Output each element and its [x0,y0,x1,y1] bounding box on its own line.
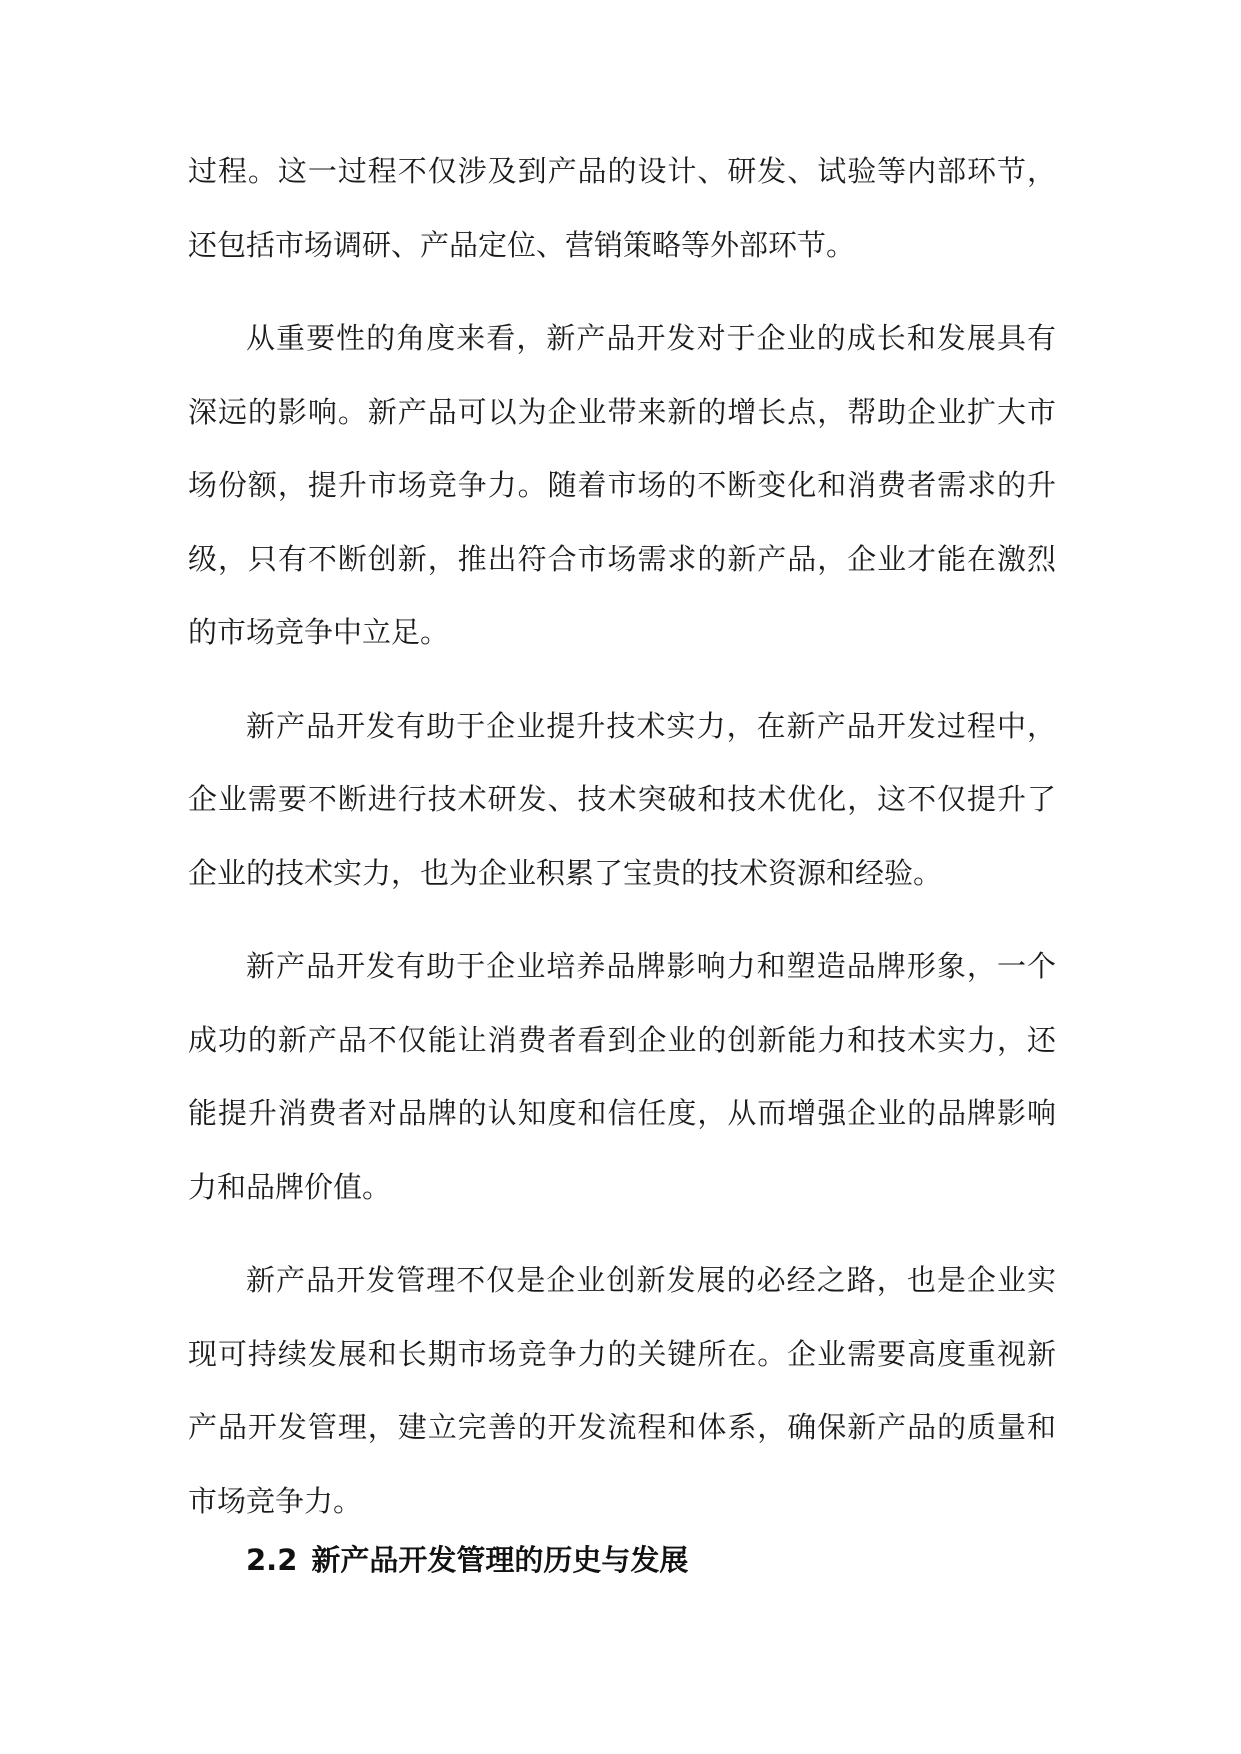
body-text [188,135,1056,1558]
paragraph-technology: 新产品开发有助于企业提升技术实力，在新产品开发过程中，企业需要不断进行技术研发、技术突破和技术优化，这不仅提升了企业的技术实力，也为企业积累了宝贵的技术资源和经验。 [188,708,1056,890]
paragraph-continuation: 过程。这一过程不仅涉及到产品的设计、研发、试验等内部环节，还包括市场调研、产品定位、营销策略等外部环节。 [188,154,1056,262]
section-heading [246,1540,688,1580]
section-number: 2.2 [246,1543,298,1577]
paragraph-importance: 从重要性的角度来看，新产品开发对于企业的成长和发展具有深远的影响。新产品可以为企业带来新的增长点，帮助企业扩大市场份额，提升市场竞争力。随着市场的不断变化和消费者需求的升级，只有不断创新，推出符合市场需求的新产品，企业才能在激烈的市场竞争中立足。 [188,321,1056,649]
section-title: 新产品开发管理的历史与发展 [311,1543,689,1577]
paragraph-brand: 新产品开发有助于企业培养品牌影响力和塑造品牌形象，一个成功的新产品不仅能让消费者看到企业的创新能力和技术实力，还能提升消费者对品牌的认知度和信任度，从而增强企业的品牌影响力和品牌价值。 [188,949,1056,1204]
paragraph-conclusion: 新产品开发管理不仅是企业创新发展的必经之路，也是企业实现可持续发展和长期市场竞争力的关键所在。企业需要高度重视新产品开发管理，建立完善的开发流程和体系，确保新产品的质量和市场竞争力。 [188,1263,1056,1518]
